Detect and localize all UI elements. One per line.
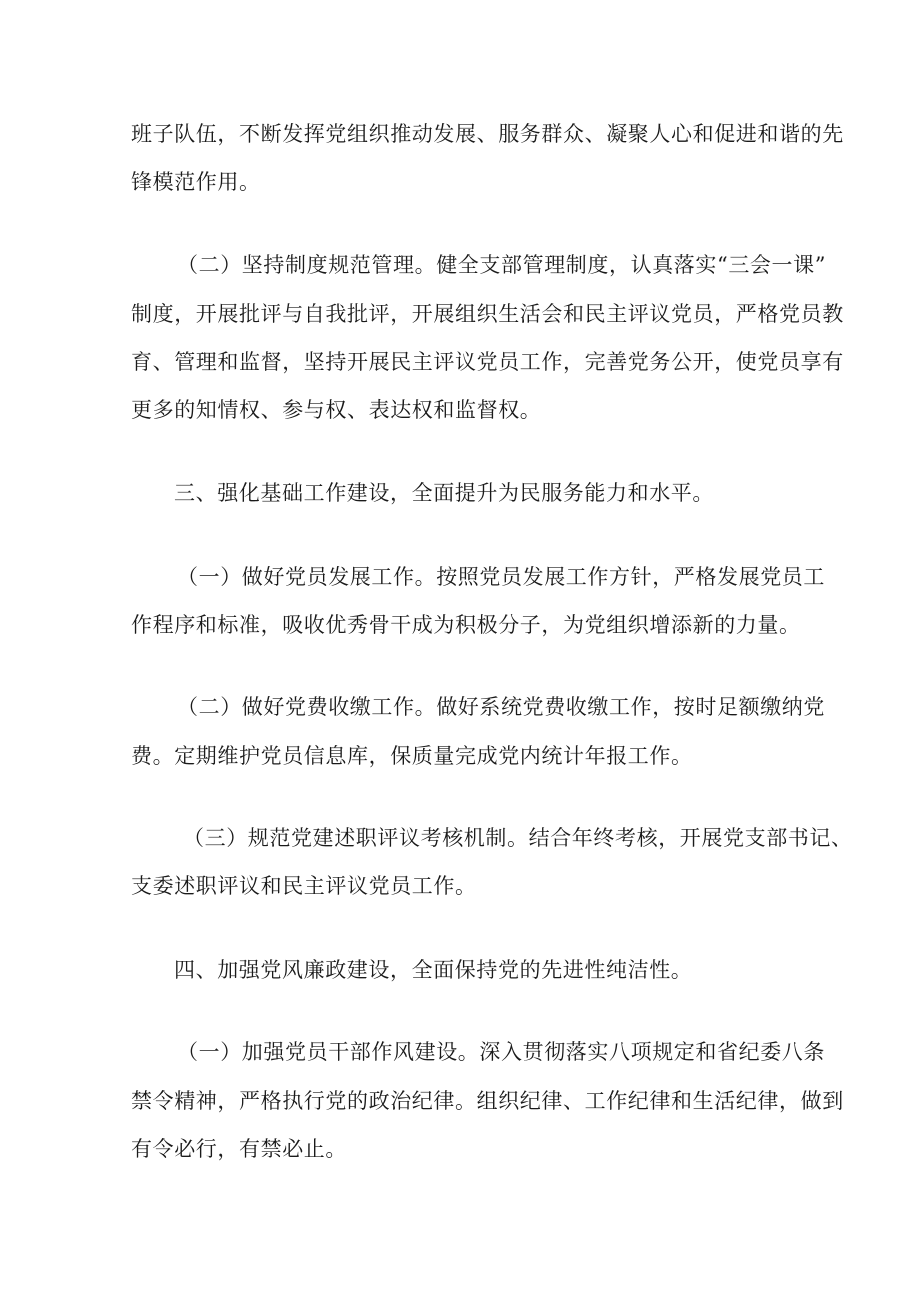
paragraph-line: （二）坚持制度规范管理。健全支部管理制度，认真落实“三会一课”: [177, 253, 827, 277]
paragraph-line: （三）规范党建述职评议考核机制。结合年终考核，开展党支部书记、: [183, 826, 853, 850]
section-heading: 三、强化基础工作建设，全面提升为民服务能力和水平。: [174, 481, 714, 505]
paragraph-line: 锋模范作用。: [131, 170, 261, 194]
paragraph-line: （一）加强党员干部作风建设。深入贯彻落实八项规定和省纪委八条: [177, 1040, 825, 1064]
paragraph-line: （二）做好党费收缴工作。做好系统党费收缴工作，按时足额缴纳党: [177, 695, 825, 719]
paragraph-line: 支委述职评议和民主评议党员工作。: [131, 874, 477, 898]
paragraph-line: 有令必行，有禁必止。: [131, 1137, 347, 1161]
section-heading: 四、加强党风廉政建设，全面保持党的先进性纯洁性。: [174, 958, 693, 982]
paragraph-line: 作程序和标准，吸收优秀骨干成为积极分子，为党组织增添新的力量。: [131, 613, 801, 637]
paragraph-line: 费。定期维护党员信息库，保质量完成党内统计年报工作。: [131, 744, 693, 768]
paragraph-line: （一）做好党员发展工作。按照党员发展工作方针，严格发展党员工: [177, 565, 825, 589]
paragraph-line: 班子队伍，不断发挥党组织推动发展、服务群众、凝聚人心和促进和谐的先: [131, 122, 844, 146]
paragraph-line: 制度，开展批评与自我批评，开展组织生活会和民主评议党员，严格党员教: [131, 302, 844, 326]
paragraph-line: 育、管理和监督，坚持开展民主评议党员工作，完善党务公开，使党员享有: [131, 350, 844, 374]
paragraph-line: 更多的知情权、参与权、表达权和监督权。: [131, 398, 542, 422]
paragraph-line: 禁令精神，严格执行党的政治纪律。组织纪律、工作纪律和生活纪律，做到: [131, 1089, 844, 1113]
